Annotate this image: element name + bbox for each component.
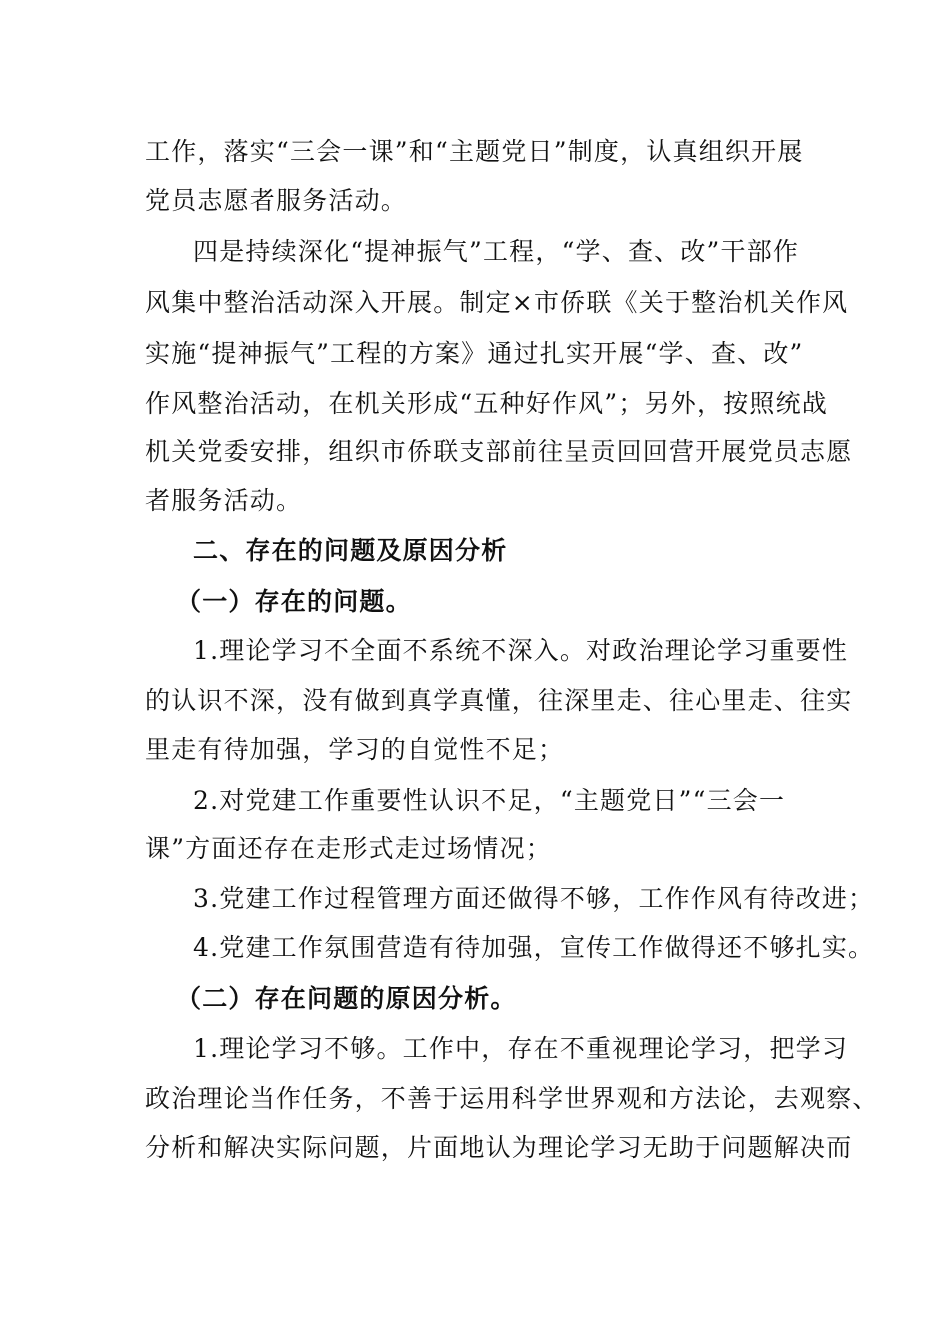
paragraph-line: 实施“提神振气”工程的方案》通过扎实开展“学、查、改” xyxy=(145,339,804,368)
paragraph-line: 工作，落实“三会一课”和“主题党日”制度，认真组织开展 xyxy=(145,137,804,166)
paragraph-line: 四是持续深化“提神振气”工程，“学、查、改”干部作 xyxy=(193,237,800,266)
paragraph-line: 党员志愿者服务活动。 xyxy=(145,186,408,215)
section-heading: 二、存在的问题及原因分析 xyxy=(193,536,508,565)
paragraph-line: 3.党建工作过程管理方面还做得不够，工作作风有待改进； xyxy=(193,884,875,913)
paragraph-line: 4.党建工作氛围营造有待加强，宣传工作做得还不够扎实。 xyxy=(193,933,875,962)
paragraph-line: 课”方面还存在走形式走过场情况； xyxy=(145,834,552,863)
paragraph-line: 分析和解决实际问题，片面地认为理论学习无助于问题解决而 xyxy=(145,1133,853,1162)
paragraph-line: 机关党委安排，组织市侨联支部前往呈贡回回营开展党员志愿 xyxy=(145,437,853,466)
paragraph-line: 风集中整治活动深入开展。制定×市侨联《关于整治机关作风 xyxy=(145,288,849,317)
paragraph-line: 里走有待加强，学习的自觉性不足； xyxy=(145,735,565,764)
paragraph-line: 1.理论学习不全面不系统不深入。对政治理论学习重要性 xyxy=(193,636,849,665)
paragraph-line: 作风整治活动，在机关形成“五种好作风”；另外，按照统战 xyxy=(145,389,828,418)
paragraph-line: 1.理论学习不够。工作中，存在不重视理论学习，把学习 xyxy=(193,1034,849,1063)
paragraph-line: 者服务活动。 xyxy=(145,486,303,515)
subsection-heading: （一）存在的问题。 xyxy=(176,587,412,616)
paragraph-line: 的认识不深，没有做到真学真懂，往深里走、往心里走、往实 xyxy=(145,686,853,715)
subsection-heading: （二）存在问题的原因分析。 xyxy=(176,984,517,1013)
paragraph-line: 2.对党建工作重要性认识不足，“主题党日”“三会一 xyxy=(193,786,786,815)
paragraph-line: 政治理论当作任务，不善于运用科学世界观和方法论，去观察、 xyxy=(145,1084,879,1113)
